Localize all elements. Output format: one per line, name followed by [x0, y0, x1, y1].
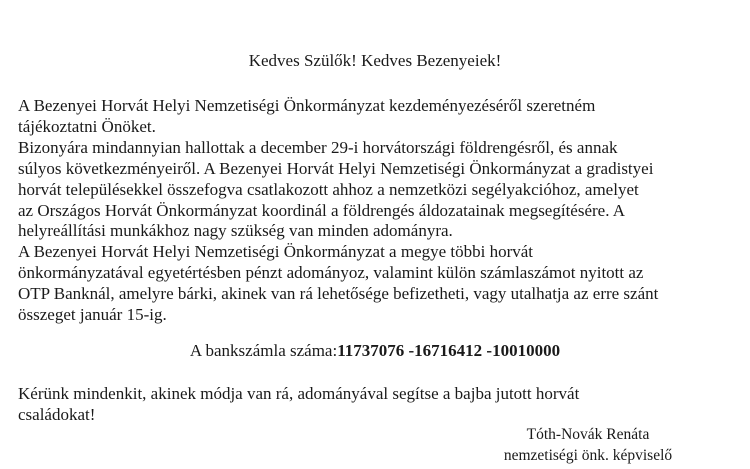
letter-body [18, 96, 738, 326]
paragraph-3-line-2: önkormányzatával egyetértésben pénzt adományoz, valamint külön számlaszámot nyitott az [18, 263, 644, 283]
paragraph-2-line-1: Bizonyára mindannyian hallottak a december 29-i horvátországi földrengésről, és annak [18, 137, 618, 157]
paragraph-3-line-3: OTP Banknál, amelyre bárki, akinek van rá lehetősége befizetheti, vagy utalhatja az erre szánt [18, 284, 659, 304]
signature-name: Tóth-Novák Renáta [526, 426, 650, 443]
paragraph-2-line-5: helyreállítási munkákhoz nagy szükség van minden adományra. [18, 221, 453, 241]
bank-account-line [0, 341, 750, 361]
paragraph-3-line-4: összeget január 15-ig. [18, 305, 167, 325]
paragraph-1-line-1: A Bezenyei Horvát Helyi Nemzetiségi Önkormányzat kezdeményezéséről szeretném [18, 96, 596, 115]
paragraph-1-line-2: tájékoztatni Önöket. [18, 116, 156, 136]
closing-paragraph [18, 383, 738, 425]
signature-role: nemzetiségi önk. képviselő [503, 447, 673, 464]
paragraph-2-line-4: az Országos Horvát Önkormányzat koordinál a földrengés áldozatainak megsegítésére. A [18, 200, 626, 220]
letter-greeting: Kedves Szülők! Kedves Bezenyeiek! [248, 51, 502, 70]
paragraph-2-line-2: súlyos következményeiről. A Bezenyei Horvát Helyi Nemzetiségi Önkormányzat a gradistyei [18, 158, 654, 178]
signature-block [488, 424, 688, 466]
paragraph-2-line-3: horvát településekkel összefogva csatlakozott ahhoz a nemzetközi segélyakcióhoz, amelyet [18, 179, 639, 199]
bank-account-label: A bankszámla száma: [189, 341, 338, 360]
bank-account-number: 11737076 -16716412 -10010000 [337, 341, 561, 360]
closing-line-2: családokat! [18, 405, 96, 424]
closing-line-1: Kérünk mindenkit, akinek módja van rá, adományával segítse a bajba jutott horvát [18, 384, 580, 403]
paragraph-3-line-1: A Bezenyei Horvát Helyi Nemzetiségi Önkormányzat a megye többi horvát [18, 242, 534, 262]
